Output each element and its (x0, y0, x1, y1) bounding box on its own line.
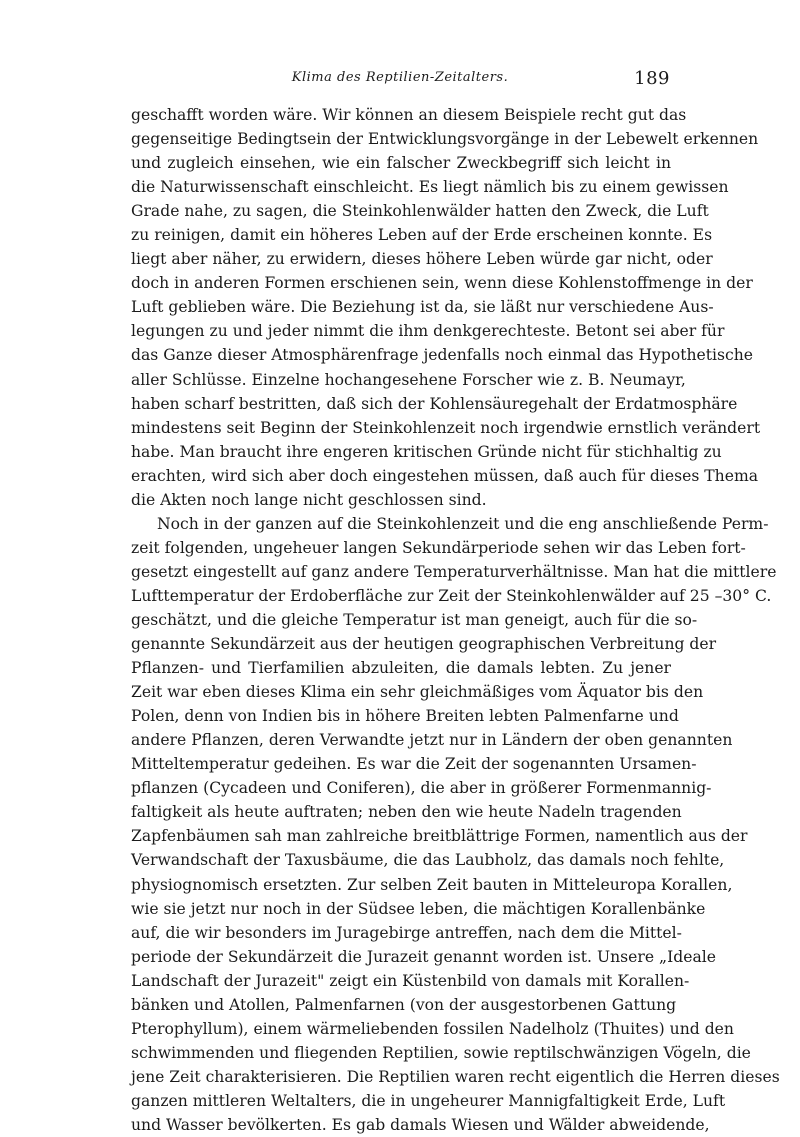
text-line: Lufttemperatur der Erdoberfläche zur Zeit der Steinkohlenwälder auf 25 –30° C. (131, 586, 772, 605)
text-line: ganzen mittleren Weltalters, die in ungeheurer Mannigfaltigkeit Erde, Luft (131, 1091, 726, 1110)
text-line: auf, die wir besonders im Juragebirge antreffen, nach dem die Mittel- (131, 923, 682, 942)
text-line: bänken und Atollen, Palmenfarnen (von der ausgestorbenen Gattung (131, 995, 677, 1014)
running-title: Klima des Reptilien-Zeitalters. (291, 70, 509, 85)
page-number: 189 (634, 68, 670, 89)
text-line: aller Schlüsse. Einzelne hochangesehene Forscher wie z. B. Neumayr, (131, 370, 686, 389)
text-line: Pterophyllum), einem wärmeliebenden fossilen Nadelholz (Thuites) und den (131, 1019, 734, 1038)
paragraph-2 (131, 512, 780, 1137)
text-line: physiognomisch ersetzten. Zur selben Zeit bauten in Mitteleuropa Korallen, (131, 875, 733, 894)
text-line: Zapfenbäumen sah man zahlreiche breitblättrige Formen, namentlich aus der (131, 827, 748, 846)
text-line: und Wasser bevölkerten. Es gab damals Wiesen und Wälder abweidende, (131, 1115, 710, 1134)
text-line: Polen, denn von Indien bis in höhere Breiten lebten Palmenfarne und (131, 707, 679, 726)
text-line: geschätzt, und die gleiche Temperatur ist man geneigt, auch für die so- (131, 610, 698, 629)
text-line: jene Zeit charakterisieren. Die Reptilien waren recht eigentlich die Herren dieses (131, 1067, 780, 1086)
paragraph-1 (131, 103, 761, 512)
text-line: Grade nahe, zu sagen, die Steinkohlenwälder hatten den Zweck, die Luft (131, 202, 709, 221)
text-line: zu reinigen, damit ein höheres Leben auf der Erde erscheinen konnte. Es (131, 226, 713, 245)
text-line: Landschaft der Jurazeit" zeigt ein Küstenbild von damals mit Korallen- (131, 971, 690, 990)
text-line: Verwandschaft der Taxusbäume, die das Laubholz, das damals noch fehlte, (131, 851, 725, 870)
text-line: andere Pflanzen, deren Verwandte jetzt nur in Ländern der oben genannten (131, 731, 733, 750)
text-line: legungen zu und jeder nimmt die ihm denkgerechteste. Betont sei aber für (131, 322, 725, 341)
text-line: Mitteltemperatur gedeihen. Es war die Zeit der sogenannten Ursamen- (131, 755, 697, 774)
text-line: doch in anderen Formen erschienen sein, wenn diese Kohlenstoffmenge in der (131, 274, 753, 293)
text-line: faltigkeit als heute auftraten; neben den wie heute Nadeln tragenden (131, 803, 682, 822)
text-line: Pflanzen- und Tierfamilien abzuleiten, die damals lebten. Zu jener (131, 659, 671, 678)
text-line: wie sie jetzt nur noch in der Südsee leben, die mächtigen Korallenbänke (131, 899, 706, 918)
text-line: gegenseitige Bedingtsein der Entwicklungsvorgänge in der Lebewelt erkennen (131, 130, 759, 149)
text-line: mindestens seit Beginn der Steinkohlenzeit noch irgendwie ernstlich verändert (131, 418, 761, 437)
text-line: Zeit war eben dieses Klima ein sehr gleichmäßiges vom Äquator bis den (131, 683, 704, 702)
text-line: erachten, wird sich aber doch eingestehen müssen, daß auch für dieses Thema (131, 466, 759, 485)
text-line: Noch in der ganzen auf die Steinkohlenzeit und die eng anschließende Perm- (157, 514, 769, 533)
running-head (130, 68, 670, 96)
text-line: Luft geblieben wäre. Die Beziehung ist da, sie läßt nur verschiedene Aus- (131, 298, 714, 317)
text-line: haben scharf bestritten, daß sich der Kohlensäuregehalt der Erdatmosphäre (131, 394, 738, 413)
text-line: genannte Sekundärzeit aus der heutigen geographischen Verbreitung der (131, 635, 717, 654)
text-line: geschafft worden wäre. Wir können an diesem Beispiele recht gut das (131, 106, 687, 124)
text-line: schwimmenden und fliegenden Reptilien, sowie reptilschwänzigen Vögeln, die (131, 1043, 751, 1062)
text-line: die Naturwissenschaft einschleicht. Es liegt nämlich bis zu einem gewissen (131, 178, 729, 197)
text-line: pflanzen (Cycadeen und Coniferen), die aber in größerer Formenmannig- (131, 779, 712, 798)
text-line: das Ganze dieser Atmosphärenfrage jedenfalls noch einmal das Hypothetische (131, 346, 754, 365)
text-line: die Akten noch lange nicht geschlossen sind. (131, 490, 487, 509)
text-line: periode der Sekundärzeit die Jurazeit genannt worden ist. Unsere „Ideale (131, 947, 716, 966)
text-line: gesetzt eingestellt auf ganz andere Temperaturverhältnisse. Man hat die mittlere (131, 562, 777, 581)
text-line: habe. Man braucht ihre engeren kritischen Gründe nicht für stichhaltig zu (131, 442, 722, 461)
text-line: zeit folgenden, ungeheuer langen Sekundärperiode sehen wir das Leben fort- (131, 538, 746, 557)
text-line: und zugleich einsehen, wie ein falscher Zweckbegriff sich leicht in (131, 154, 671, 173)
text-line: liegt aber näher, zu erwidern, dieses höhere Leben würde gar nicht, oder (131, 250, 713, 269)
body-text (131, 103, 780, 1137)
